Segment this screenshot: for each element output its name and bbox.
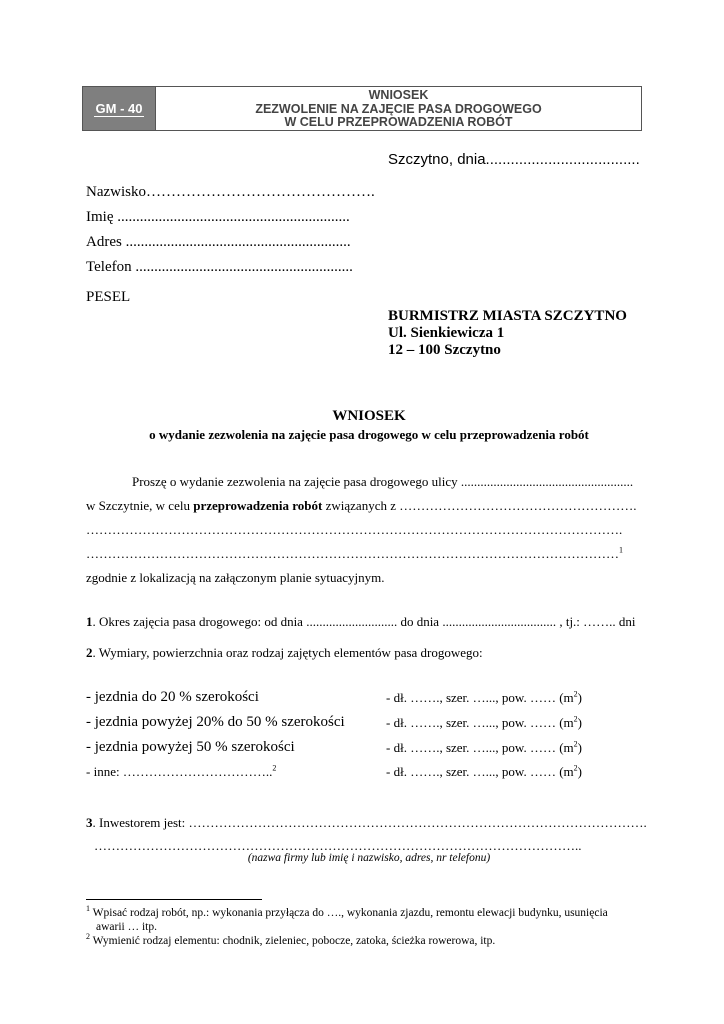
unit-exponent: 2 [573,739,578,749]
section-1-number: 1 [86,614,93,629]
street-field[interactable]: Proszę o wydanie zezwolenia na zajęcie pasa drogowego ulicy ..................................................... [132,474,634,489]
recipient-line1: BURMISTRZ MIASTA SZCZYTNO [388,308,627,324]
location-note: zgodnie z lokalizacją na załączonym planie sytuacyjnym. [86,570,385,585]
section-1-period[interactable] [86,614,636,630]
works-post-text: związanych z ………………………………………………. [322,498,637,513]
pesel-field[interactable]: PESEL [86,289,131,305]
works-continuation-line[interactable]: ……………………………………………………………………………………………………………. [86,522,623,537]
surname-field[interactable]: Nazwisko………………………………………. [86,184,375,200]
section-2-text: . Wymiary, powierzchnia oraz rodzaj zajętych elementów pasa drogowego: [92,645,483,660]
footnote-divider [86,899,262,900]
unit-close: ) [577,764,582,779]
dim-row-label: - jezdnia do 20 % szerokości [86,689,259,705]
dim-row-label-other[interactable] [86,764,276,780]
header-title-line1: WNIOSEK [368,88,429,102]
unit-exponent: 2 [573,763,578,773]
unit-close: ) [577,690,582,705]
section-3-investor[interactable] [86,815,647,831]
dim-row-text: - dł. ……., szer. …..., pow. …… (m [386,715,574,730]
address-field[interactable]: Adres ............................................................ [86,234,351,250]
works-purpose-line[interactable] [86,498,637,514]
phone-field[interactable]: Telefon .......................................................... [86,259,353,275]
place-date-field[interactable]: Szczytno, dnia..................................... [388,151,640,168]
footnote-1-marker: 1 [86,904,90,914]
unit-close: ) [577,740,582,755]
works-line-text: …………………………………………………………………………………………………………… [86,546,619,561]
works-bold-text: przeprowadzenia robót [193,498,323,513]
footnote-2-marker: 2 [86,932,90,942]
first-name-field[interactable]: Imię .............................................................. [86,209,350,225]
footnote-1-text: Wpisać rodzaj robót, np.: wykonania przyłącza do …., wykonania zjazdu, remontu elewacji budynku, usunięcia [90,907,608,919]
recipient-line2: Ul. Sienkiewicza 1 [388,325,505,341]
form-header [82,86,642,131]
works-continuation-line-2[interactable] [86,546,623,562]
form-header-title [156,87,641,130]
document-subtitle: o wydanie zezwolenia na zajęcie pasa drogowego w celu przeprowadzenia robót [149,427,589,442]
footnote-1-cont: awarii … itp. [96,921,157,933]
footnote-ref-1: 1 [619,545,623,555]
dim-row-label: - jezdnia powyżej 20% do 50 % szerokości [86,714,345,730]
document-title: WNIOSEK [332,408,406,424]
dim-row-other-text: - inne: …………………………….. [86,764,273,779]
footnote-2 [86,932,496,947]
dim-row-fields[interactable] [386,690,582,706]
form-code-badge [83,87,156,130]
unit-exponent: 2 [573,714,578,724]
dim-row-fields[interactable] [386,715,582,731]
dim-row-text: - dł. ……., szer. …..., pow. …… (m [386,740,574,755]
footnote-ref-2: 2 [272,763,277,773]
dim-row-fields[interactable] [386,764,582,780]
investor-continuation-line[interactable]: ………………………………………………………………………………………………….. [94,838,582,853]
header-title-line3: W CELU PRZEPROWADZENIA ROBÓT [284,115,513,129]
dim-row-label: - jezdnia powyżej 50 % szerokości [86,739,295,755]
section-2-heading [86,645,483,661]
section-3-text: . Inwestorem jest: ……………………………………………………………………………………………. [92,815,647,830]
section-3-number: 3 [86,815,93,830]
dim-row-text: - dł. ……., szer. …..., pow. …… (m [386,764,574,779]
dim-row-fields[interactable] [386,740,582,756]
footnote-2-text: Wymienić rodzaj elementu: chodnik, zieleniec, pobocze, zatoka, ścieżka rowerowa, itp. [90,935,496,947]
unit-exponent: 2 [573,689,578,699]
recipient-line3: 12 – 100 Szczytno [388,342,501,358]
form-code: GM - 40 [95,100,143,116]
works-pre-text: w Szczytnie, w celu [86,498,194,513]
section-1-text: . Okres zajęcia pasa drogowego: od dnia ............................ do dnia ................................... , tj.: …….. dni [92,614,636,629]
footnote-1 [86,904,608,919]
unit-close: ) [577,715,582,730]
section-2-number: 2 [86,645,93,660]
header-title-line2: ZEZWOLENIE NA ZAJĘCIE PASA DROGOWEGO [255,101,542,116]
dim-row-text: - dł. ……., szer. …..., pow. …… (m [386,690,574,705]
investor-caption: (nazwa firmy lub imię i nazwisko, adres, nr telefonu) [247,852,491,864]
